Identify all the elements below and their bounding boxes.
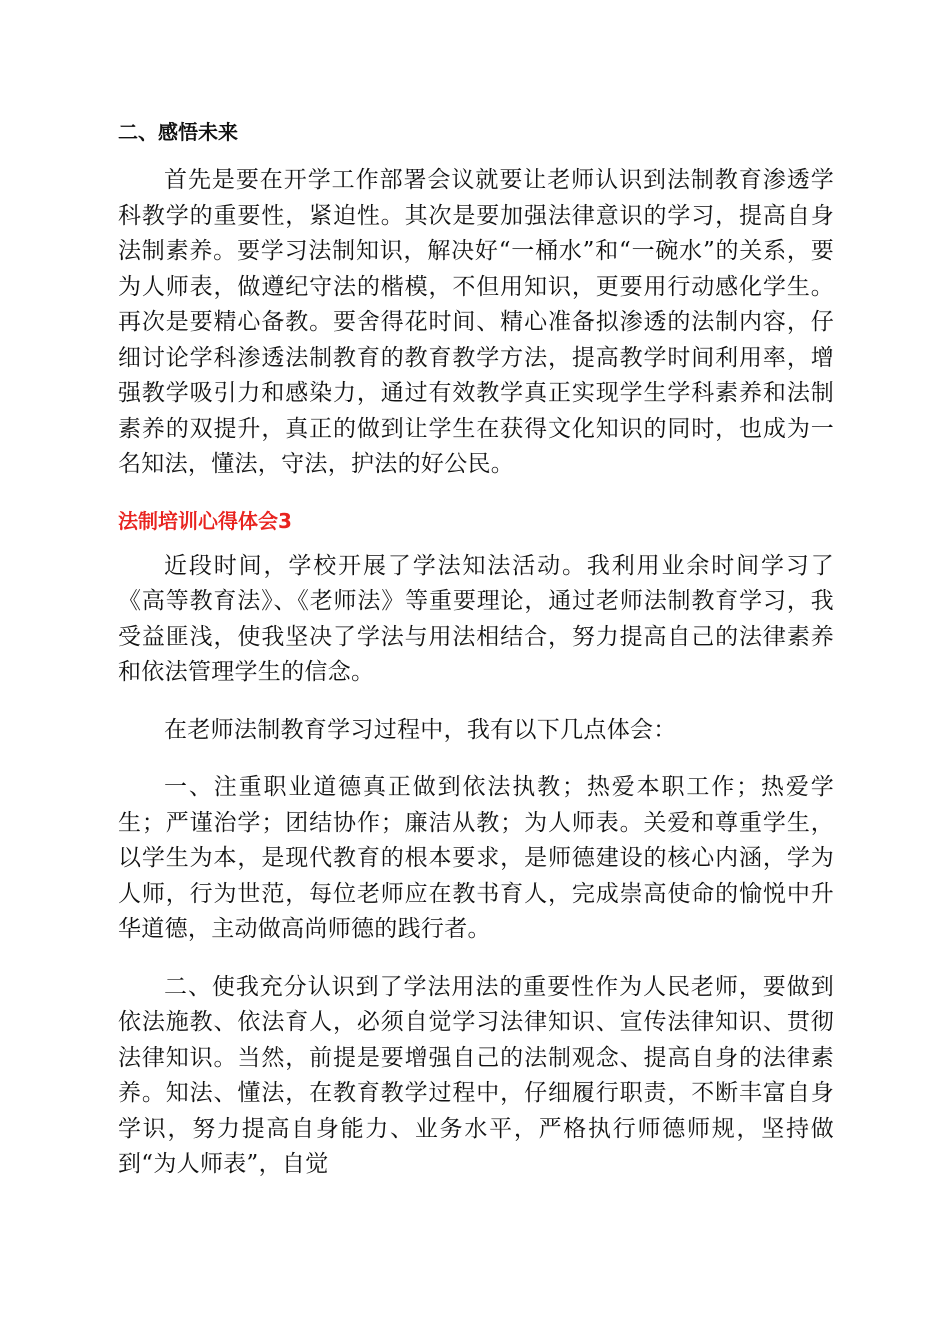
document-page [118,118,834,1183]
body-paragraph: 近段时间，学校开展了学法知法活动。我利用业余时间学习了《高等教育法》、《老师法》等重要理论，通过老师法制教育学习，我受益匪浅，使我坚决了学法与用法相结合，努力提高自己的法律素养和依法管理学生的信念。 [118,552,834,685]
body-paragraph: 二、使我充分认识到了学法用法的重要性作为人民老师，要做到依法施教、依法育人，必须自觉学习法律知识、宣传法律知识、贯彻法律知识。当然，前提是要增强自己的法制观念、提高自身的法律素养。知法、懂法，在教育教学过程中，仔细履行职责，不断丰富自身学识，努力提高自身能力、业务水平，严格执行师德师规，坚持做到“为人师表”，自觉 [118,973,834,1177]
body-paragraph: 首先是要在开学工作部署会议就要让老师认识到法制教育渗透学科教学的重要性，紧迫性。其次是要加强法律意识的学习，提高自身法制素养。要学习法制知识，解决好“一桶水”和“一碗水”的关系，要为人师表，做遵纪守法的楷模，不但用知识，更要用行动感化学生。再次是要精心备教。要舍得花时间、精心准备拟渗透的法制内容，仔细讨论学科渗透法制教育的教育教学方法，提高教学时间利用率，增强教学吸引力和感染力，通过有效教学真正实现学生学科素养和法制素养的双提升，真正的做到让学生在获得文化知识的同时，也成为一名知法，懂法，守法，护法的好公民。 [118,167,834,477]
body-paragraph: 在老师法制教育学习过程中，我有以下几点体会： [164,716,677,743]
article-title: 法制培训心得体会3 [118,508,292,533]
body-paragraph: 一、注重职业道德真正做到依法执教；热爱本职工作；热爱学生；严谨治学；团结协作；廉洁从教；为人师表。关爱和尊重学生，以学生为本，是现代教育的根本要求，是师德建设的核心内涵，学为人师，行为世范，每位老师应在教书育人，完成崇高使命的愉悦中升华道德，主动做高尚师德的践行者。 [118,774,834,942]
section-heading: 二、感悟未来 [118,120,238,144]
